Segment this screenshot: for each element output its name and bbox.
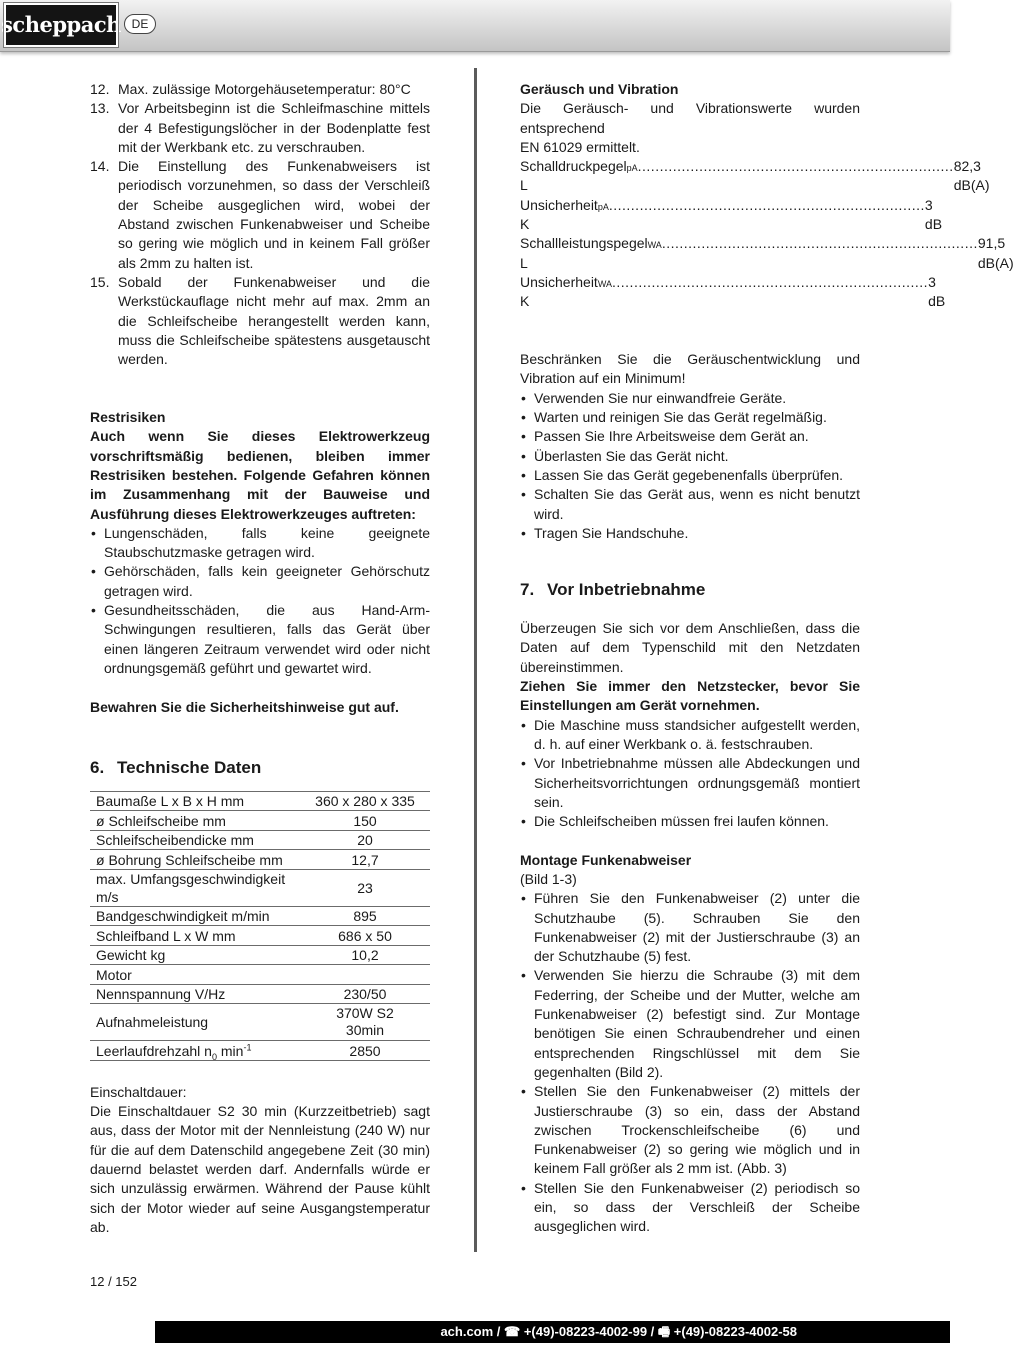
list-item: 15. Sobald der Funkenabweiser und die Werkstückauflage nicht mehr auf max. 2mm an die Schleifscheibe herangestellt werden kann, muss die Schleifscheibe spätestens ausgetauscht werden. [90, 273, 430, 368]
noise-intro: Die Geräusch- und Vibrationswerte wurden entsprechend [520, 100, 860, 136]
list-item: • Stellen Sie den Funkenabweiser (2) periodisch so ein, so dass der Verschleiß der Scheibe ausgeglichen wird. [521, 1179, 860, 1235]
list-item: • Gesundheitsschäden, die aus Hand-Arm- Schwingungen resultieren, falls das Gerät über einen längeren Zeitraum verwendet wird oder nicht ordnungsgemäß geführt und gewartet wird. [91, 602, 430, 676]
table-row: Baumaße L x B x H mm 360 x 280 x 335 [90, 791, 430, 811]
section-7-heading: 7. Vor Inbetriebnahme [520, 580, 706, 600]
list-item: • Gehörschäden, falls kein geeigneter Gehörschutz getragen wird. [91, 563, 430, 599]
noise-row: Unsicherheit K pA ........................................................................ 3 dB [520, 196, 943, 233]
noise-heading: Geräusch und Vibration [520, 81, 679, 97]
list-item: • Passen Sie Ihre Arbeitsweise dem Gerät an. [521, 428, 809, 445]
list-item: • Führen Sie den Funkenabweiser (2) unter die Schutzhaube (5). Schrauben Sie den Funkenabweiser (2) mit der Justierschraube (3) an der Schutzhaube (5) fest. [521, 890, 860, 965]
table-row: Gewicht kg 10,2 [90, 945, 430, 965]
right-column [520, 80, 1014, 1237]
list-item: • Tragen Sie Handschuhe. [521, 524, 689, 541]
restrisiken-list [90, 524, 430, 678]
page-header [0, 0, 950, 52]
s7-list [520, 716, 860, 832]
list-item: 12. Max. zulässige Motorgehäusetemperatur: 80°C [90, 81, 411, 97]
s7-warning: Ziehen Sie immer den Netzstecker, bevor Sie Einstellungen am Gerät vornehmen. [520, 678, 860, 714]
keep-instructions-note: Bewahren Sie die Sicherheitshinweise gut auf. [90, 698, 399, 715]
noise-row: Unsicherheit K WA ........................................................................ 3 dB [520, 273, 946, 310]
noise-norm: EN 61029 ermittelt. [520, 138, 640, 155]
table-row: Motor [90, 965, 430, 985]
montage-heading: Montage Funkenabweiser [520, 851, 692, 868]
noise-row: Schalldruckpegel L pA ........................................................................ 82,3 dB(A) [520, 158, 990, 194]
list-item: • Warten und reinigen Sie das Gerät regelmäßig. [521, 409, 827, 426]
s7-intro: Überzeugen Sie sich vor dem Anschließen, dass die Daten auf dem Typenschild mit den Netzdaten übereinstimmen. [520, 620, 860, 675]
language-badge: DE [124, 14, 156, 34]
table-row: Schleifband L x W mm 686 x 50 [90, 926, 430, 946]
list-item: • Lassen Sie das Gerät gegebenenfalls überprüfen. [521, 466, 843, 483]
list-item: 14. Die Einstellung des Funkenabweisers ist periodisch vorzunehmen, so dass der Verschleiß der Scheibe ausgeglichen wird, wobei der Abstand zwischen Funkenabweiser und Scheibe so gering wie möglich und in keinem Fall größer als 2mm zu halten ist. [90, 158, 430, 271]
table-row: ø Bohrung Schleifscheibe mm 12,7 [90, 850, 430, 870]
column-divider [474, 68, 477, 1252]
noise-row: Schallleistungspegel L WA ........................................................................ 91,5 dB(A) [520, 235, 1014, 271]
list-item: • Lungenschäden, falls keine geeignete Staubschutzmaske getragen wird. [91, 524, 430, 561]
page-footer [0, 1321, 950, 1343]
montage-list [520, 889, 860, 1236]
list-item: • Vor Inbetriebnahme müssen alle Abdeckungen und Sicherheitsvorrichtungen ordnungsgemäß montiert sein. [521, 755, 860, 810]
list-item: • Stellen Sie den Funkenabweiser (2) mittels der Justierschraube (3) so ein, dass der Abstand zwischen Trockenschleifscheibe (6) und Funkenabweiser (2) so gering wie möglich und in keinem Fall größer als 2 mm ist. (Abb. 3) [521, 1083, 860, 1177]
einschaltdauer-text: Die Einschaltdauer S2 30 min (Kurzzeitbetrieb) sagt aus, dass der Motor mit der Nennleistung (240 W) nur für die auf dem Datenschild angegebene Zeit (30 min) dauernd belastet werden darf. Andernfalls würde er sich unzulässig erwärmen. Während der Pause kühlt sich der Motor wieder auf seine Ausgangstemperatur ab. [90, 1103, 430, 1235]
table-row: Nennspannung V/Hz 230/50 [90, 984, 430, 1004]
noise-limit-list [520, 389, 860, 543]
table-row: Aufnahmeleistung 370W S2 30min [90, 1004, 430, 1041]
left-column [90, 80, 430, 1237]
list-item: • Die Maschine muss standsicher aufgestellt werden, d. h. auf einer Werkbank o. ä. festschrauben. [521, 716, 860, 752]
list-item: • Verwenden Sie hierzu die Schraube (3) mit dem Federring, der Scheibe und der Mutter, welche am Funkenabweiser (2) befestigt sind. Zur Montage benötigen Sie einen Schraubendreher und einen entsprechenden Ringschlüssel mit dem Sie gegenhalten (Bild 2). [521, 967, 860, 1080]
restrisiken-heading: Restrisiken [90, 409, 166, 426]
restrisiken-intro: Auch wenn Sie dieses Elektrowerkzeug vorschriftsmäßig bedienen, bleiben immer Restrisiken bestehen. Folgende Gefahren können im Zusammenhang mit der Bauweise und Ausführung dieses Elektrowerkzeuges auftreten: [90, 428, 430, 522]
einschaltdauer-heading: Einschaltdauer: [90, 1083, 187, 1100]
noise-limit-intro: Beschränken Sie die Geräuschentwicklung und Vibration auf ein Minimum! [520, 351, 860, 387]
list-item: • Schalten Sie das Gerät aus, wenn es nicht benutzt wird. [521, 486, 860, 522]
table-row: max. Umfangsgeschwindigkeit m/s 23 [90, 869, 430, 906]
noise-values [520, 157, 1014, 311]
list-item: 13. Vor Arbeitsbeginn ist die Schleifmaschine mittels der 4 Befestigungslöcher in der Bodenplatte fest mit der Werkbank etc. zu verschrauben. [90, 100, 430, 155]
montage-figure-ref: (Bild 1-3) [520, 870, 577, 887]
brand-logo: scheppach [4, 3, 118, 47]
page-number: 12 / 152 [90, 1274, 137, 1289]
table-row: Leerlaufdrehzahl $n_0$ $\min^{-1}$ 2850 [90, 1041, 430, 1061]
list-item: • Die Schleifscheiben müssen frei laufen können. [521, 813, 829, 830]
table-row: ø Schleifscheibe mm 150 [90, 811, 430, 831]
list-item: • Überlasten Sie das Gerät nicht. [521, 447, 729, 464]
table-row: Schleifscheibendicke mm 20 [90, 830, 430, 850]
spec-table [90, 791, 430, 1061]
list-item: • Verwenden Sie nur einwandfreie Geräte. [521, 389, 787, 406]
section-6-heading: 6. Technische Daten [90, 757, 262, 777]
table-row: Bandgeschwindigkeit m/min 895 [90, 906, 430, 926]
numbered-instructions [90, 80, 430, 369]
contact-line: ach.com / ☎ +(49)-08223-4002-99 / 🖷 +(49)-08223-4002-58 [440, 1324, 797, 1339]
